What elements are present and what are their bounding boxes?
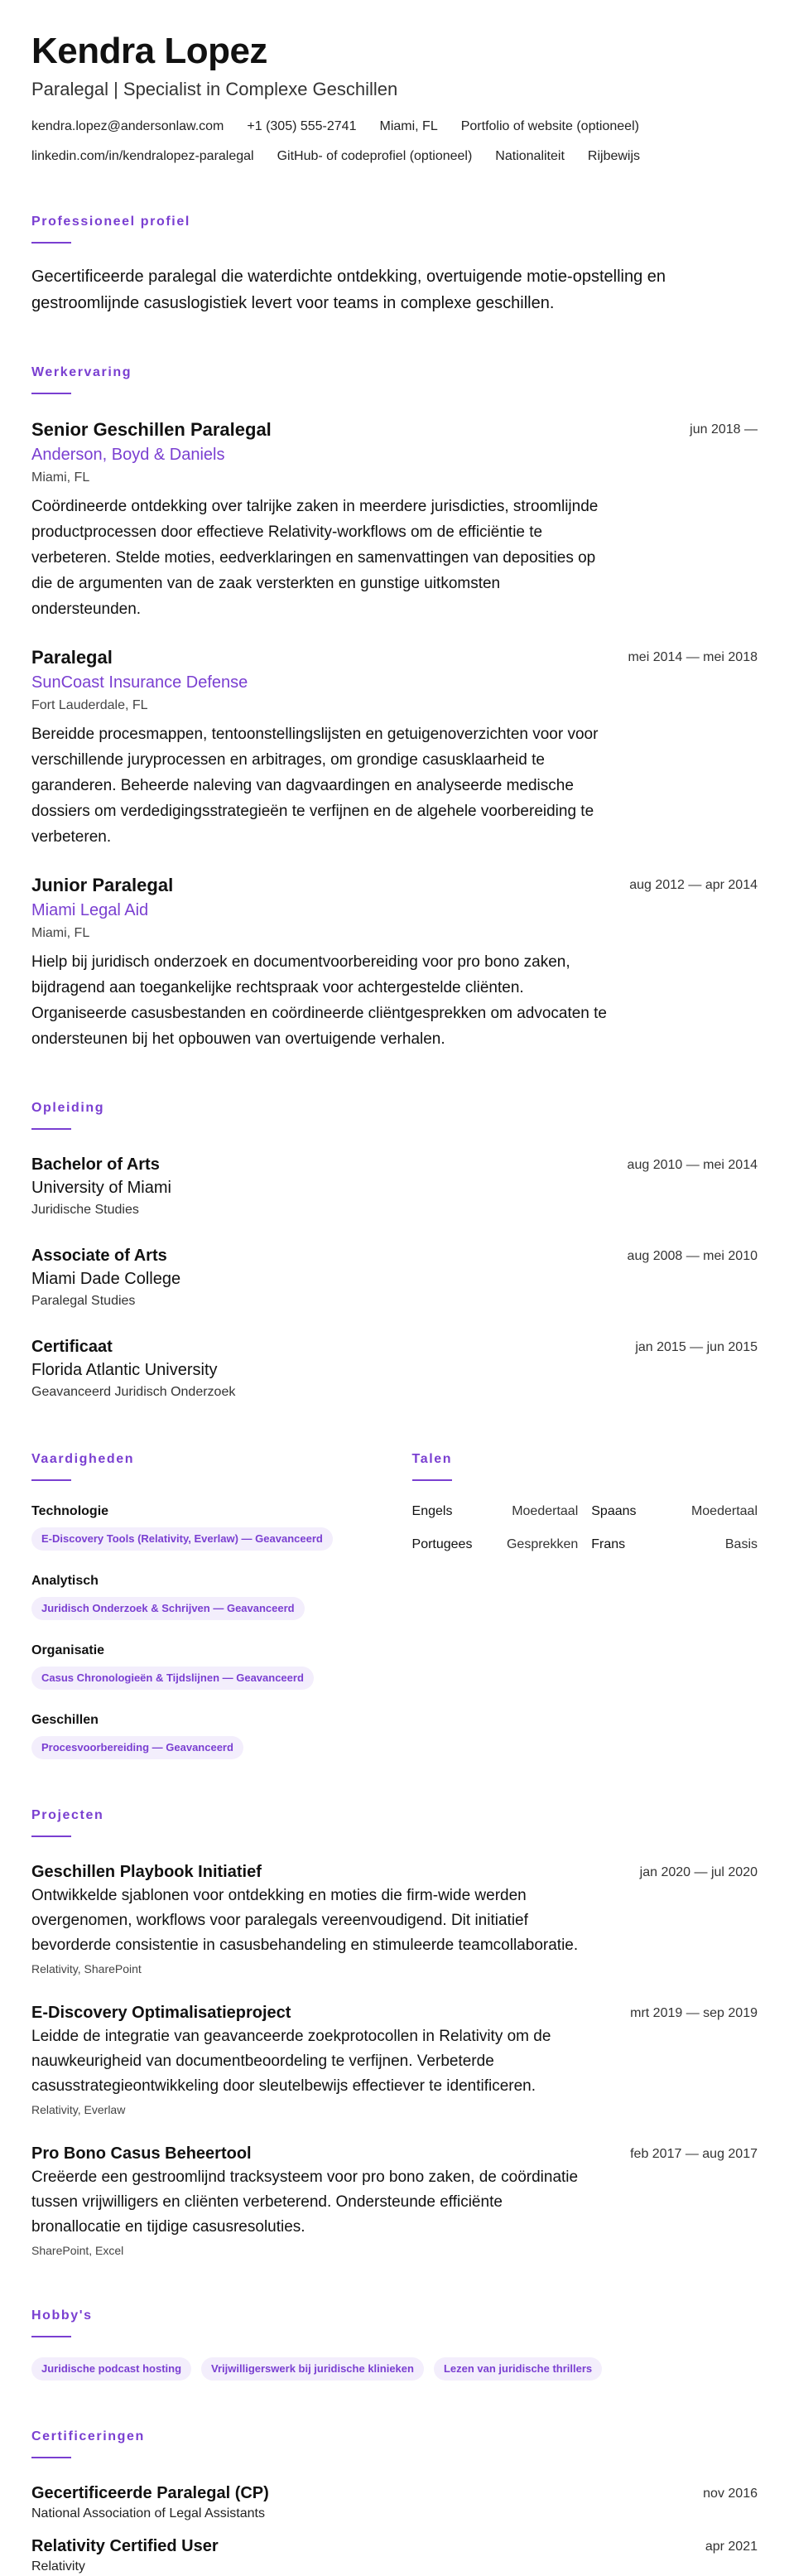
study-field: Juridische Studies xyxy=(31,1203,139,1217)
project-entry xyxy=(31,2001,758,2119)
section-title: Opleiding xyxy=(31,1101,105,1115)
language-item xyxy=(412,1503,579,1521)
section-divider xyxy=(31,2457,71,2458)
skill-group xyxy=(31,1642,366,1690)
project-dates: jan 2020 — jul 2020 xyxy=(639,1865,758,1879)
experience-entry xyxy=(31,873,758,1052)
skill-group xyxy=(31,1572,366,1620)
skill-chip: Juridisch Onderzoek & Schrijven — Geavanceerd xyxy=(31,1597,305,1620)
skills-languages-row xyxy=(31,1451,758,1759)
job-dates: jun 2018 — xyxy=(690,422,758,437)
experience-entry xyxy=(31,417,758,622)
experience-entry xyxy=(31,645,758,850)
section-title: Werkervaring xyxy=(31,365,132,379)
job-description: Coördineerde ontdekking over talrijke zaken in meerdere jurisdicties, stroomlijnde productprocessen door effectieve Relativity-workflows om de efficiëntie te verbeteren. Stelde moties, eedverklaringen en samenvattingen van deposities op die de argumenten van de zaak versterkten en gunstige uitkomsten ondersteunden. xyxy=(31,498,599,618)
section-title: Certificeringen xyxy=(31,2429,145,2443)
hobbies-section xyxy=(31,2308,758,2381)
skill-category: Analytisch xyxy=(31,1574,99,1588)
education-entry xyxy=(31,1244,758,1312)
project-tech: SharePoint, Excel xyxy=(31,2244,124,2257)
section-divider xyxy=(31,242,71,244)
section-title: Professioneel profiel xyxy=(31,215,190,229)
language-level: Gesprekken xyxy=(506,1537,579,1551)
project-description: Ontwikkelde sjablonen voor ontdekking en moties die firm-wide werden overgenomen, workflows voor paralegals vereenvoudigend. Dit initiatief bevorderde consistentie in casusbehandeling en stimuleerde teamcollaboratie. xyxy=(31,1887,579,1954)
contact-github[interactable]: GitHub- of codeprofiel (optioneel) xyxy=(277,149,473,163)
project-title: Geschillen Playbook Initiatief xyxy=(31,1863,262,1881)
skill-category: Organisatie xyxy=(31,1643,105,1657)
contact-list xyxy=(31,118,758,166)
project-title: Pro Bono Casus Beheertool xyxy=(31,2144,252,2163)
language-name: Frans xyxy=(591,1537,626,1551)
language-level: Moedertaal xyxy=(690,1504,758,1518)
certification-date: nov 2016 xyxy=(703,2487,758,2501)
language-item xyxy=(412,1536,579,1554)
education-dates: aug 2010 — mei 2014 xyxy=(627,1158,758,1172)
certification-date: apr 2021 xyxy=(705,2540,758,2554)
skill-chip: Procesvoorbereiding — Geavanceerd xyxy=(31,1736,243,1759)
hobby-chip: Juridische podcast hosting xyxy=(31,2357,191,2381)
section-title: Hobby's xyxy=(31,2308,93,2323)
resume-header xyxy=(31,30,758,166)
project-description: Leidde de integratie van geavanceerde zoekprotocollen in Relativity om de nauwkeurigheid van documentbeoordeling te verfijnen. Verbeterde casusstrategieontwikkeling door sleutelbewijs effectiever te identificeren. xyxy=(31,2028,551,2095)
study-field: Geavanceerd Juridisch Onderzoek xyxy=(31,1385,236,1399)
skill-category: Technologie xyxy=(31,1504,109,1518)
project-tech: Relativity, Everlaw xyxy=(31,2103,126,2116)
project-title: E-Discovery Optimalisatieproject xyxy=(31,2004,291,2022)
experience-section xyxy=(31,364,758,1052)
job-company: SunCoast Insurance Defense xyxy=(31,673,248,692)
school-name: Miami Dade College xyxy=(31,1270,181,1288)
skill-chip: E-Discovery Tools (Relativity, Everlaw) — Geavanceerd xyxy=(31,1527,333,1551)
profile-section xyxy=(31,214,758,316)
certification-issuer: National Association of Legal Assistants xyxy=(31,2506,265,2521)
study-field: Paralegal Studies xyxy=(31,1294,136,1308)
degree-title: Certificaat xyxy=(31,1338,113,1356)
language-item xyxy=(591,1503,758,1521)
job-company: Anderson, Boyd & Daniels xyxy=(31,446,225,464)
certification-issuer: Relativity xyxy=(31,2559,85,2574)
job-title: Senior Geschillen Paralegal xyxy=(31,419,272,440)
language-level: Basis xyxy=(724,1537,758,1551)
project-tech: Relativity, SharePoint xyxy=(31,1962,142,1975)
certification-name: Gecertificeerde Paralegal (CP) xyxy=(31,2484,269,2502)
school-name: University of Miami xyxy=(31,1179,171,1197)
education-entry xyxy=(31,1335,758,1403)
degree-title: Associate of Arts xyxy=(31,1247,167,1265)
job-location: Miami, FL xyxy=(31,470,90,485)
language-list xyxy=(412,1503,758,1554)
section-divider xyxy=(31,1479,71,1481)
contact-drivers-license: Rijbewijs xyxy=(587,149,641,163)
contact-portfolio[interactable]: Portfolio of website (optioneel) xyxy=(460,119,639,133)
language-name: Engels xyxy=(411,1504,453,1518)
language-level: Moedertaal xyxy=(512,1504,579,1518)
education-dates: jan 2015 — jun 2015 xyxy=(635,1340,758,1354)
language-name: Spaans xyxy=(591,1504,637,1518)
project-dates: feb 2017 — aug 2017 xyxy=(630,2147,758,2161)
section-divider xyxy=(31,1836,71,1837)
hobby-list xyxy=(31,2357,758,2381)
section-title: Projecten xyxy=(31,1808,104,1822)
certifications-section xyxy=(31,2429,758,2576)
certification-entry xyxy=(31,2535,758,2576)
skill-group xyxy=(31,1503,366,1551)
job-title: Paralegal xyxy=(31,647,113,668)
contact-linkedin[interactable]: linkedin.com/in/kendralopez-paralegal xyxy=(31,149,254,163)
skill-category: Geschillen xyxy=(31,1713,99,1727)
certification-name: Relativity Certified User xyxy=(31,2537,219,2555)
education-dates: aug 2008 — mei 2010 xyxy=(627,1249,758,1263)
section-title: Vaardigheden xyxy=(31,1452,135,1466)
contact-email[interactable]: kendra.lopez@andersonlaw.com xyxy=(31,119,224,133)
job-dates: aug 2012 — apr 2014 xyxy=(629,878,758,892)
contact-nationality: Nationaliteit xyxy=(495,149,565,163)
school-name: Florida Atlantic University xyxy=(31,1361,218,1379)
profile-summary: Gecertificeerde paralegal die waterdichte ontdekking, overtuigende motie-opstelling en gestroomlijnde casuslogistiek levert voor teams in complexe geschillen. xyxy=(31,268,666,312)
degree-title: Bachelor of Arts xyxy=(31,1155,160,1174)
project-entry xyxy=(31,1860,758,1978)
project-dates: mrt 2019 — sep 2019 xyxy=(630,2006,758,2020)
skill-group xyxy=(31,1711,366,1759)
section-title: Talen xyxy=(411,1452,453,1466)
job-location: Fort Lauderdale, FL xyxy=(31,698,148,712)
certification-entry xyxy=(31,2482,758,2523)
job-description: Hielp bij juridisch onderzoek en documentvoorbereiding voor pro bono zaken, bijdragend aan toegankelijke rechtspraak voor achtergestelde cliënten. Organiseerde casusbestanden en coördineerde cliëntgesprekken om advocaten te ondersteunen bij het opbouwen van overtuigende verhalen. xyxy=(31,953,608,1048)
section-divider xyxy=(412,1479,452,1481)
section-divider xyxy=(31,393,71,394)
education-section xyxy=(31,1100,758,1403)
contact-phone[interactable]: +1 (305) 555-2741 xyxy=(247,119,357,133)
section-divider xyxy=(31,1128,71,1130)
skills-section xyxy=(31,1451,366,1759)
candidate-name: Kendra Lopez xyxy=(31,31,267,71)
language-item xyxy=(591,1536,758,1554)
project-description: Creëerde een gestroomlijnd tracksysteem voor pro bono zaken, de coördinatie tussen vrijwilligers en cliënten verbeterend. Ondersteunde efficiënte bronallocatie en tijdige casusresoluties. xyxy=(31,2168,579,2236)
job-company: Miami Legal Aid xyxy=(31,901,149,919)
job-description: Bereidde procesmappen, tentoonstellingslijsten en getuigenoverzichten voor voor verschillende juryprocessen en arbitrages, om grondige casusklaarheid te garanderen. Beheerde naleving van dagvaardingen en analyseerde medische dossiers om verdedigingsstrategieën te verfijnen en de algehele voorbereiding te verbeteren. xyxy=(31,726,599,846)
hobby-chip: Lezen van juridische thrillers xyxy=(434,2357,602,2381)
languages-section xyxy=(412,1451,758,1759)
job-title: Junior Paralegal xyxy=(31,875,174,895)
contact-location: Miami, FL xyxy=(379,119,438,133)
project-entry xyxy=(31,2142,758,2260)
skill-chip: Casus Chronologieën & Tijdslijnen — Geavanceerd xyxy=(31,1667,314,1690)
projects-section xyxy=(31,1807,758,2260)
candidate-headline: Paralegal | Specialist in Complexe Geschillen xyxy=(31,79,398,99)
section-divider xyxy=(31,2336,71,2337)
job-location: Miami, FL xyxy=(31,926,90,940)
hobby-chip: Vrijwilligerswerk bij juridische klinieken xyxy=(201,2357,424,2381)
language-name: Portugees xyxy=(411,1537,473,1551)
education-entry xyxy=(31,1153,758,1221)
job-dates: mei 2014 — mei 2018 xyxy=(628,650,758,664)
